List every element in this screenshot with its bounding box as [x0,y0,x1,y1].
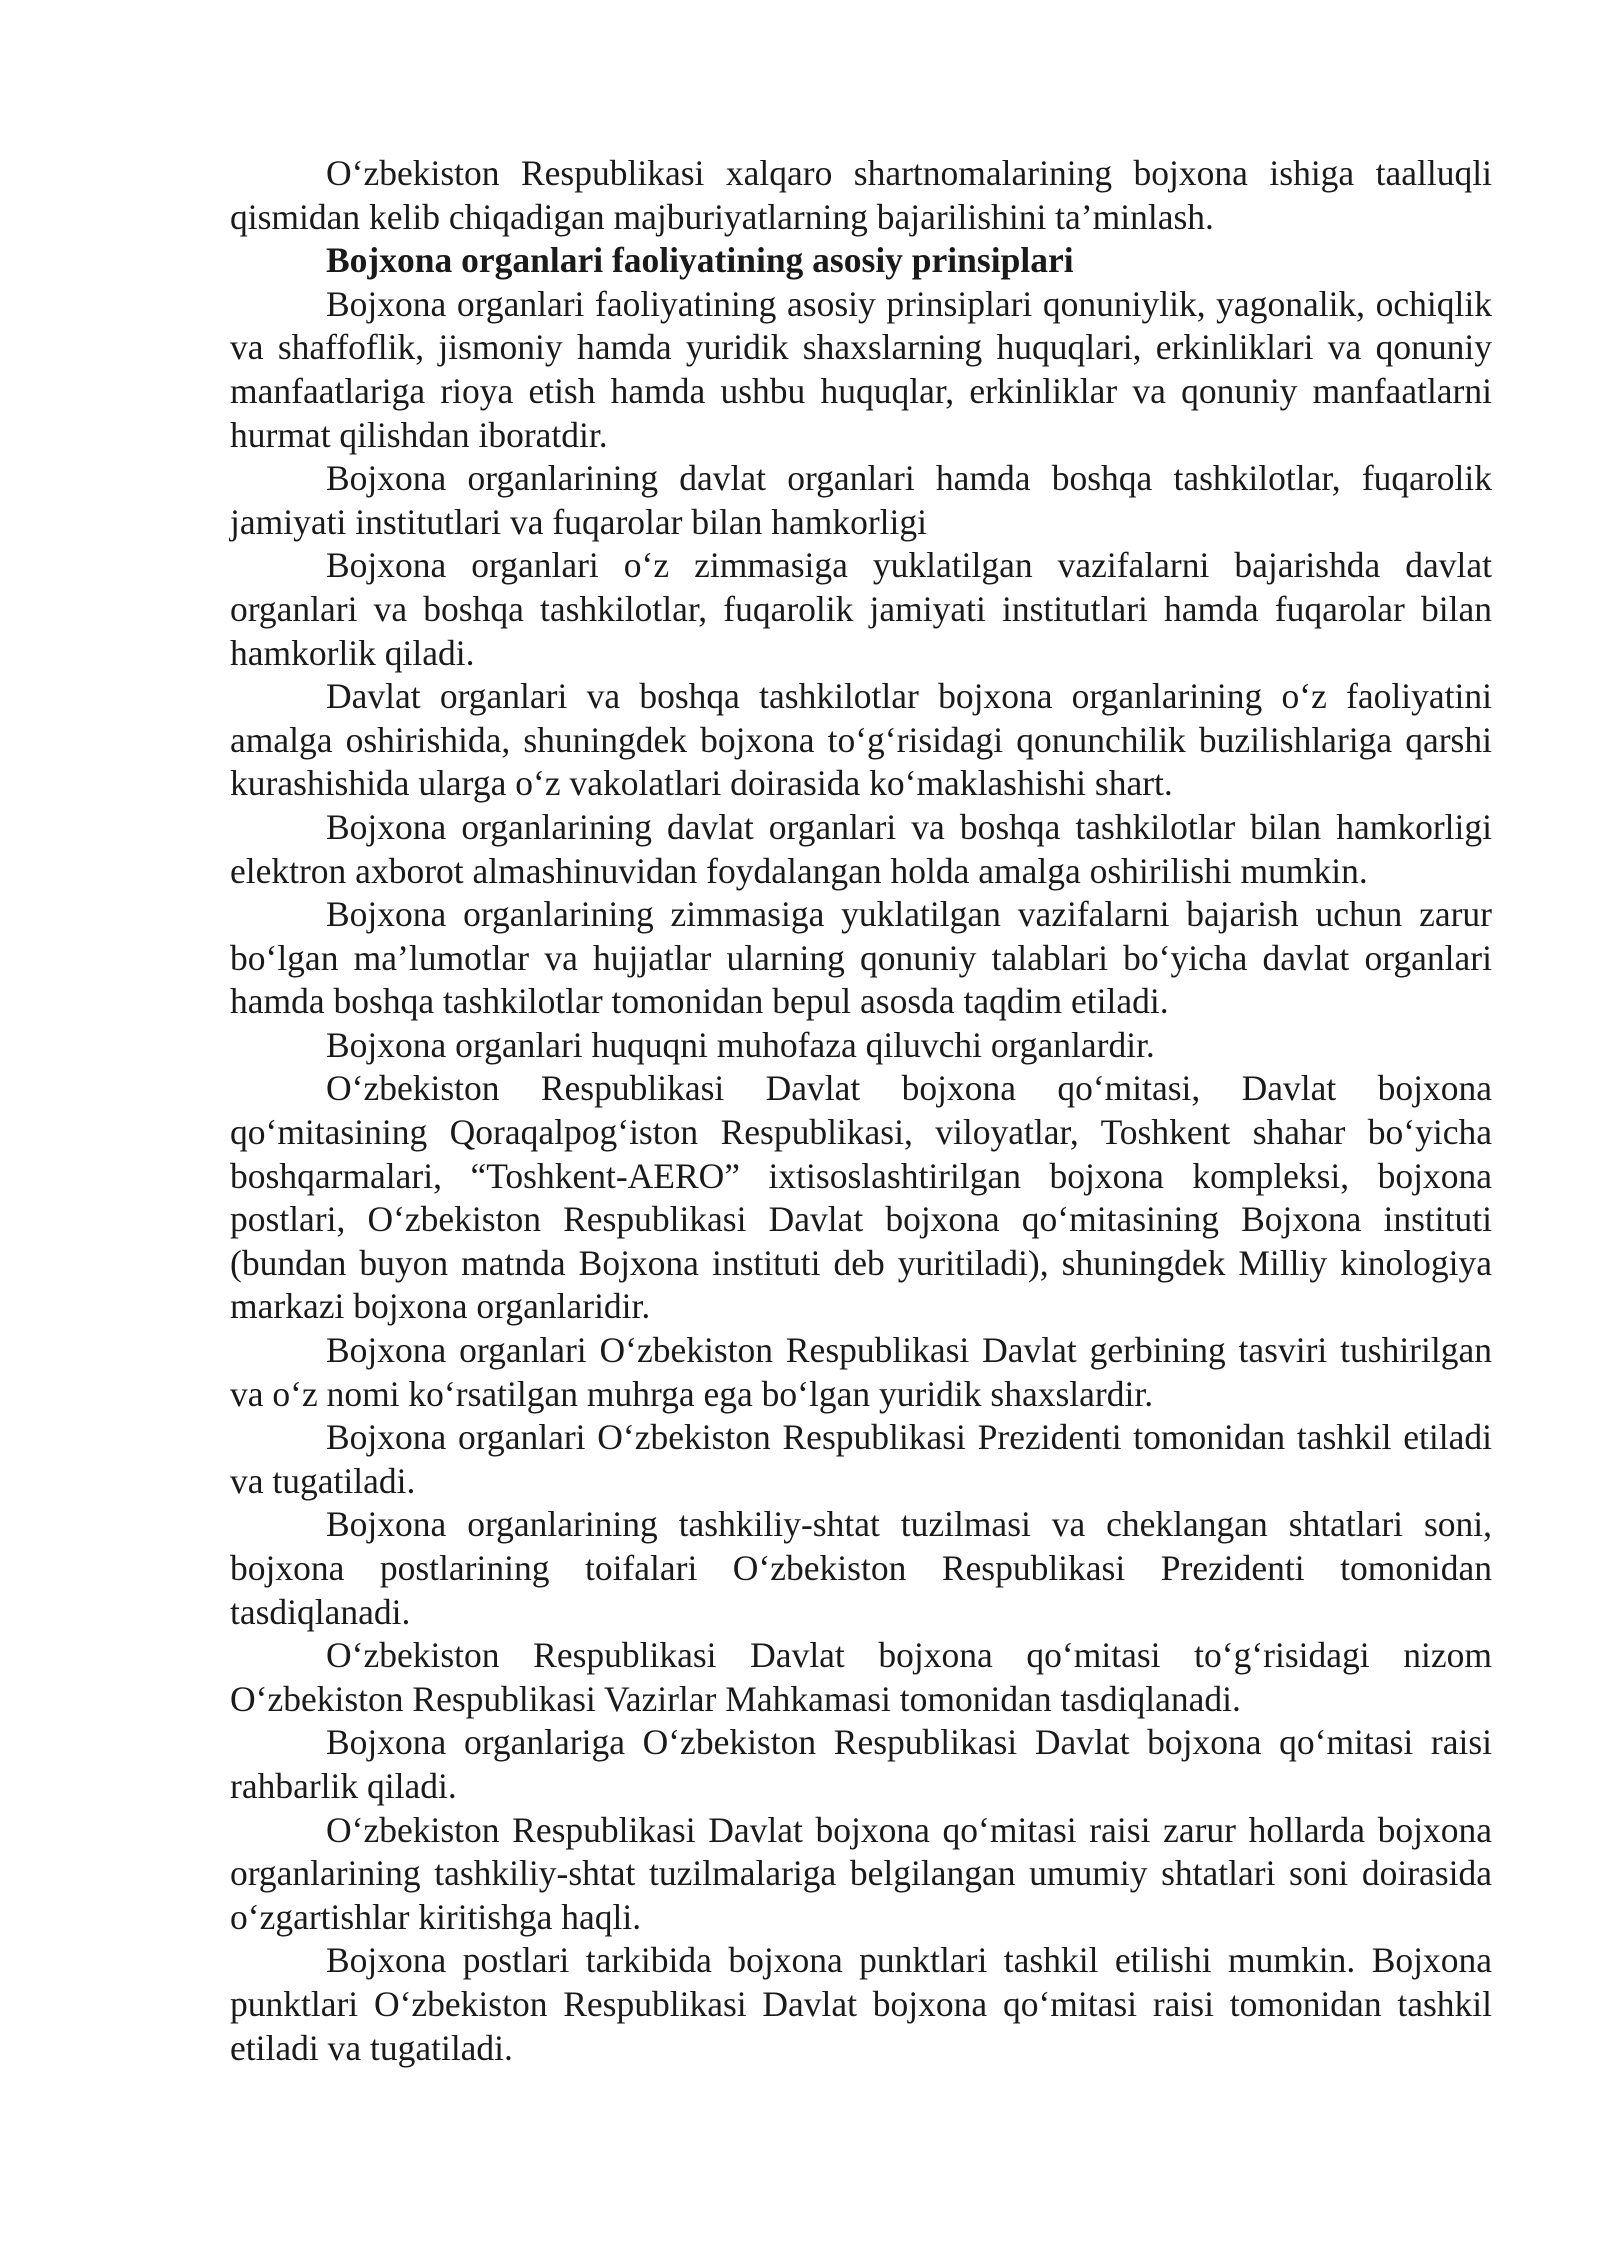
paragraph: O‘zbekiston Respublikasi Davlat bojxona qo‘mitasi raisi zarur hollarda bojxona organlarining tashkiliy-shtat tuzilmalariga belgilangan umumiy shtatlari soni doirasida o‘zgartishlar kiritishga haqli. [230,1809,1492,1937]
paragraph: Bojxona organlari o‘z zimmasiga yuklatilgan vazifalarni bajarishda davlat organlari va boshqa tashkilotlar, fuqarolik jamiyati institutlari hamda fuqarolar bilan hamkorlik qiladi. [230,545,1492,673]
paragraph: Bojxona organlarining davlat organlari hamda boshqa tashkilotlar, fuqarolik jamiyati institutlari va fuqarolar bilan hamkorligi [230,458,1492,542]
paragraph: Bojxona organlari O‘zbekiston Respublikasi Davlat gerbining tasviri tushirilgan va o‘z nomi ko‘rsatilgan muhrga ega bo‘lgan yuridik shaxslardir. [230,1330,1492,1414]
paragraph: Bojxona organlarining tashkiliy-shtat tuzilmasi va cheklangan shtatlari soni, bojxona postlarining toifalari O‘zbekiston Respublikasi Prezidenti tomonidan tasdiqlanadi. [230,1504,1492,1632]
paragraph: Bojxona organlarining davlat organlari va boshqa tashkilotlar bilan hamkorligi elektron axborot almashinuvidan foydalangan holda amalga oshirilishi mumkin. [230,806,1492,891]
document-body [230,152,1492,2070]
paragraph: Bojxona organlariga O‘zbekiston Respublikasi Davlat bojxona qo‘mitasi raisi rahbarlik qiladi. [230,1722,1492,1806]
paragraph: Bojxona organlari huquqni muhofaza qiluvchi organlardir. [326,1024,1155,1065]
paragraph: O‘zbekiston Respublikasi xalqaro shartnomalarining bojxona ishiga taalluqli qismidan kelib chiqadigan majburiyatlarning bajarilishini ta’minlash. [230,153,1492,237]
paragraph: Bojxona organlarining zimmasiga yuklatilgan vazifalarni bajarish uchun zarur bo‘lgan ma’lumotlar va hujjatlar ularning qonuniy talablari bo‘yicha davlat organlari hamda boshqa tashkilotlar tomonidan bepul asosda taqdim etiladi. [230,894,1492,1022]
paragraph: Bojxona organlari faoliyatining asosiy prinsiplari qonuniylik, yagonalik, ochiqlik va shaffoflik, jismoniy hamda yuridik shaxslarning huquqlari, erkinliklari va qonuniy manfaatlariga rioya etish hamda ushbu huquqlar, erkinliklar va qonuniy manfaatlarni hurmat qilishdan iboratdir. [230,283,1492,455]
section-heading: Bojxona organlari faoliyatining asosiy prinsiplari [326,240,1074,281]
paragraph: O‘zbekiston Respublikasi Davlat bojxona qo‘mitasi, Davlat bojxona qo‘mitasining Qoraqalpog‘iston Respublikasi, viloyatlar, Toshkent shahar bo‘yicha boshqarmalari, “Toshkent-AERO” ixtisoslashtirilgan bojxona kompleksi, bojxona postlari, O‘zbekiston Respublikasi Davlat bojxona qo‘mitasining Bojxona instituti (bundan buyon matnda Bojxona instituti deb yuritiladi), shuningdek Milliy kinologiya markazi bojxona organlaridir. [230,1068,1492,1327]
paragraph: O‘zbekiston Respublikasi Davlat bojxona qo‘mitasi to‘g‘risidagi nizom O‘zbekiston Respublikasi Vazirlar Mahkamasi tomonidan tasdiqlanadi. [230,1635,1492,1719]
paragraph: Bojxona organlari O‘zbekiston Respublikasi Prezidenti tomonidan tashkil etiladi va tugatiladi. [230,1417,1492,1501]
paragraph: Davlat organlari va boshqa tashkilotlar bojxona organlarining o‘z faoliyatini amalga oshirishida, shuningdek bojxona to‘g‘risidagi qonunchilik buzilishlariga qarshi kurashishida ularga o‘z vakolatlari doirasida ko‘maklashishi shart. [230,676,1492,804]
paragraph: Bojxona postlari tarkibida bojxona punktlari tashkil etilishi mumkin. Bojxona punktlari O‘zbekiston Respublikasi Davlat bojxona qo‘mitasi raisi tomonidan tashkil etiladi va tugatiladi. [230,1940,1492,2068]
